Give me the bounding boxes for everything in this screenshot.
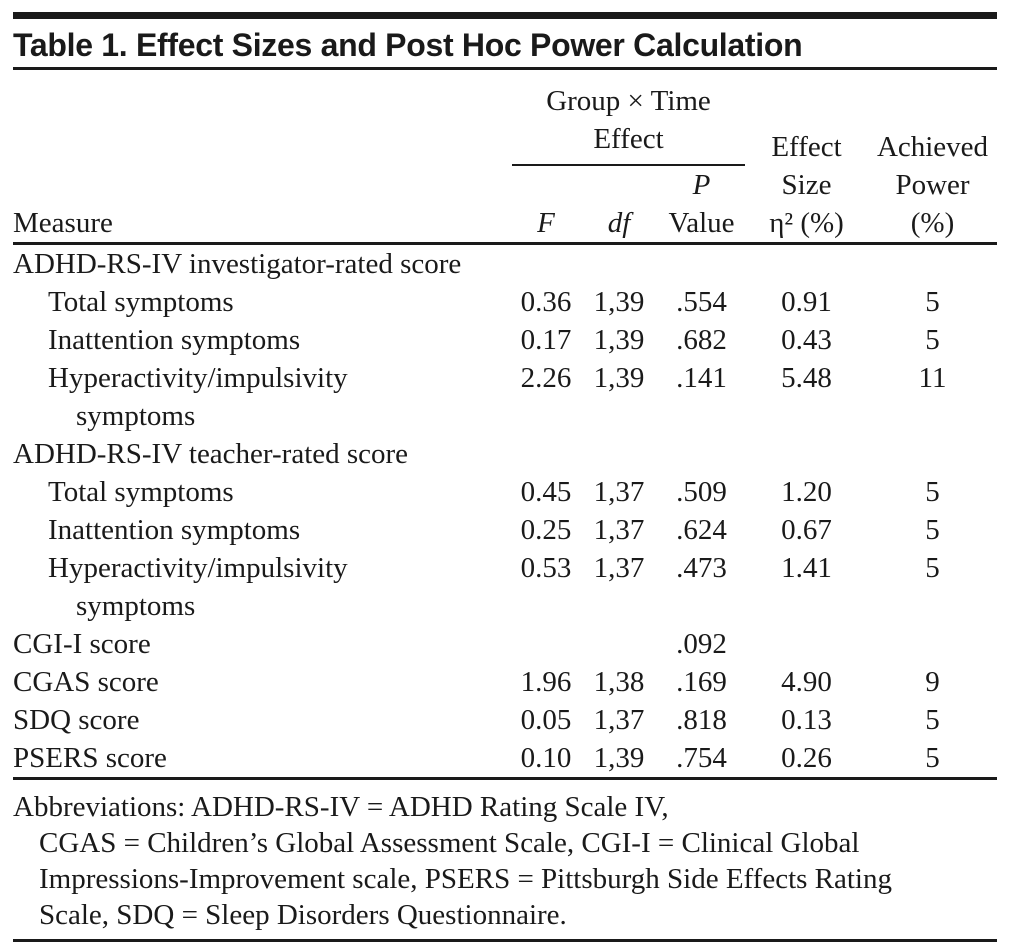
- table-row: [13, 511, 997, 549]
- cell-df: [580, 435, 658, 473]
- cell-power: 5: [925, 286, 940, 318]
- group-time-line2: Effect: [593, 123, 664, 155]
- cell-effect-size: 0.91: [781, 286, 832, 318]
- cell-measure: Total symptoms: [48, 476, 234, 508]
- cell-power: 5: [925, 552, 940, 584]
- cell-p-value: [658, 244, 745, 284]
- column-header-f: F: [512, 165, 580, 244]
- p-value-line1: P: [692, 169, 711, 201]
- cell-measure: ADHD-RS-IV investigator-rated score: [13, 248, 462, 280]
- cell-df: 1,37: [593, 476, 645, 508]
- cell-p-value: .141: [676, 362, 727, 394]
- column-header-effect-size: [745, 82, 868, 244]
- cell-p-value: .509: [676, 476, 727, 508]
- cell-p-value: .682: [676, 324, 727, 356]
- cell-measure: CGAS score: [13, 666, 159, 698]
- cell-df: 1,39: [593, 286, 645, 318]
- cell-p-value: .092: [676, 628, 727, 660]
- table-row: [13, 739, 997, 779]
- column-header-df: df: [580, 165, 658, 244]
- table-row: [13, 701, 997, 739]
- cell-effect-size: 0.26: [745, 739, 868, 779]
- cell-f: 0.25: [520, 514, 572, 546]
- cell-f: [512, 244, 580, 284]
- cell-df: 1,37: [593, 704, 645, 736]
- cell-f: 0.53: [520, 552, 572, 584]
- cell-measure: Hyperactivity/impulsivity symptoms: [48, 362, 348, 432]
- footnote-line: Scale, SDQ = Sleep Disorders Questionnaire.: [39, 899, 567, 931]
- cell-power: 5: [925, 514, 940, 546]
- cell-power: [868, 435, 997, 473]
- cell-df: [580, 625, 658, 663]
- cell-effect-size: [745, 625, 868, 663]
- cell-effect-size: 1.20: [781, 476, 832, 508]
- cell-p-value: .554: [676, 286, 727, 318]
- cell-df: 1,39: [593, 362, 645, 394]
- table-row: [13, 625, 997, 663]
- cell-measure: SDQ score: [13, 704, 140, 736]
- footnote-line: Abbreviations: ADHD-RS-IV = ADHD Rating Scale IV,: [13, 791, 669, 823]
- table-row: [13, 244, 997, 284]
- p-value-line2: Value: [668, 207, 735, 239]
- cell-power: 5: [925, 476, 940, 508]
- cell-effect-size: 0.67: [781, 514, 832, 546]
- table-header: [13, 82, 997, 244]
- cell-p-value: .818: [676, 704, 727, 736]
- cell-effect-size: 1.41: [781, 552, 832, 584]
- cell-df: 1,39: [593, 324, 645, 356]
- table-row: [13, 549, 997, 625]
- cell-f: 0.36: [520, 286, 572, 318]
- cell-f: 1.96: [520, 666, 572, 698]
- cell-f: 0.45: [520, 476, 572, 508]
- cell-measure: Inattention symptoms: [48, 514, 301, 546]
- top-rule-bar: [13, 12, 997, 19]
- effect-sizes-table: [13, 82, 997, 780]
- cell-power: 11: [918, 362, 947, 394]
- cell-p-value: .754: [658, 739, 745, 779]
- cell-p-value: [658, 435, 745, 473]
- achieved-power-line2: Power: [895, 169, 970, 201]
- cell-power: 5: [925, 704, 940, 736]
- bottom-rule-bar: [13, 939, 997, 942]
- cell-measure: Inattention symptoms: [48, 324, 301, 356]
- achieved-power-line3: (%): [910, 207, 955, 239]
- column-header-measure: Measure: [13, 82, 512, 244]
- cell-f: 0.05: [520, 704, 572, 736]
- cell-f: 0.10: [512, 739, 580, 779]
- cell-f: 0.17: [520, 324, 572, 356]
- effect-size-line3: η² (%): [769, 207, 844, 239]
- cell-p-value: .624: [676, 514, 727, 546]
- cell-power: 9: [925, 666, 940, 698]
- cell-measure: PSERS score: [13, 739, 512, 779]
- column-header-p-value: [658, 165, 745, 244]
- header-row-spanner: [13, 82, 997, 165]
- table-row: [13, 435, 997, 473]
- cell-df: [580, 244, 658, 284]
- cell-power: [868, 625, 997, 663]
- footnote-line: Impressions-Improvement scale, PSERS = Pittsburgh Side Effects Rating: [39, 863, 892, 895]
- table-footnote: [13, 789, 997, 933]
- cell-measure: Total symptoms: [48, 286, 234, 318]
- cell-effect-size: 5.48: [781, 362, 832, 394]
- table-body: [13, 244, 997, 779]
- group-time-line1: Group × Time: [546, 85, 711, 117]
- cell-effect-size: 0.43: [781, 324, 832, 356]
- cell-effect-size: 0.13: [781, 704, 832, 736]
- cell-f: 2.26: [520, 362, 572, 394]
- table-row: [13, 283, 997, 321]
- cell-measure: ADHD-RS-IV teacher-rated score: [13, 438, 409, 470]
- table-row: [13, 321, 997, 359]
- cell-df: 1,39: [580, 739, 658, 779]
- cell-effect-size: 4.90: [781, 666, 832, 698]
- cell-power: [868, 244, 997, 284]
- cell-df: 1,37: [593, 514, 645, 546]
- effect-size-line1: Effect: [771, 131, 842, 163]
- achieved-power-line1: Achieved: [876, 131, 989, 163]
- cell-measure: CGI-I score: [13, 628, 151, 660]
- cell-effect-size: [745, 244, 868, 284]
- cell-f: [512, 625, 580, 663]
- table-title: Table 1. Effect Sizes and Post Hoc Power Calculation: [13, 19, 997, 70]
- cell-power: 5: [868, 739, 997, 779]
- cell-effect-size: [745, 435, 868, 473]
- cell-df: 1,38: [593, 666, 645, 698]
- cell-p-value: .169: [676, 666, 727, 698]
- cell-p-value: .473: [676, 552, 727, 584]
- column-group-header-group-time-effect: [512, 82, 745, 165]
- effect-size-line2: Size: [781, 169, 832, 201]
- cell-f: [512, 435, 580, 473]
- table-row: [13, 359, 997, 435]
- footnote-line: CGAS = Children’s Global Assessment Scale, CGI-I = Clinical Global: [39, 827, 860, 859]
- cell-measure: Hyperactivity/impulsivity symptoms: [48, 552, 348, 622]
- cell-power: 5: [925, 324, 940, 356]
- cell-df: 1,37: [593, 552, 645, 584]
- table-row: [13, 663, 997, 701]
- table-row: [13, 473, 997, 511]
- column-header-achieved-power: [868, 82, 997, 244]
